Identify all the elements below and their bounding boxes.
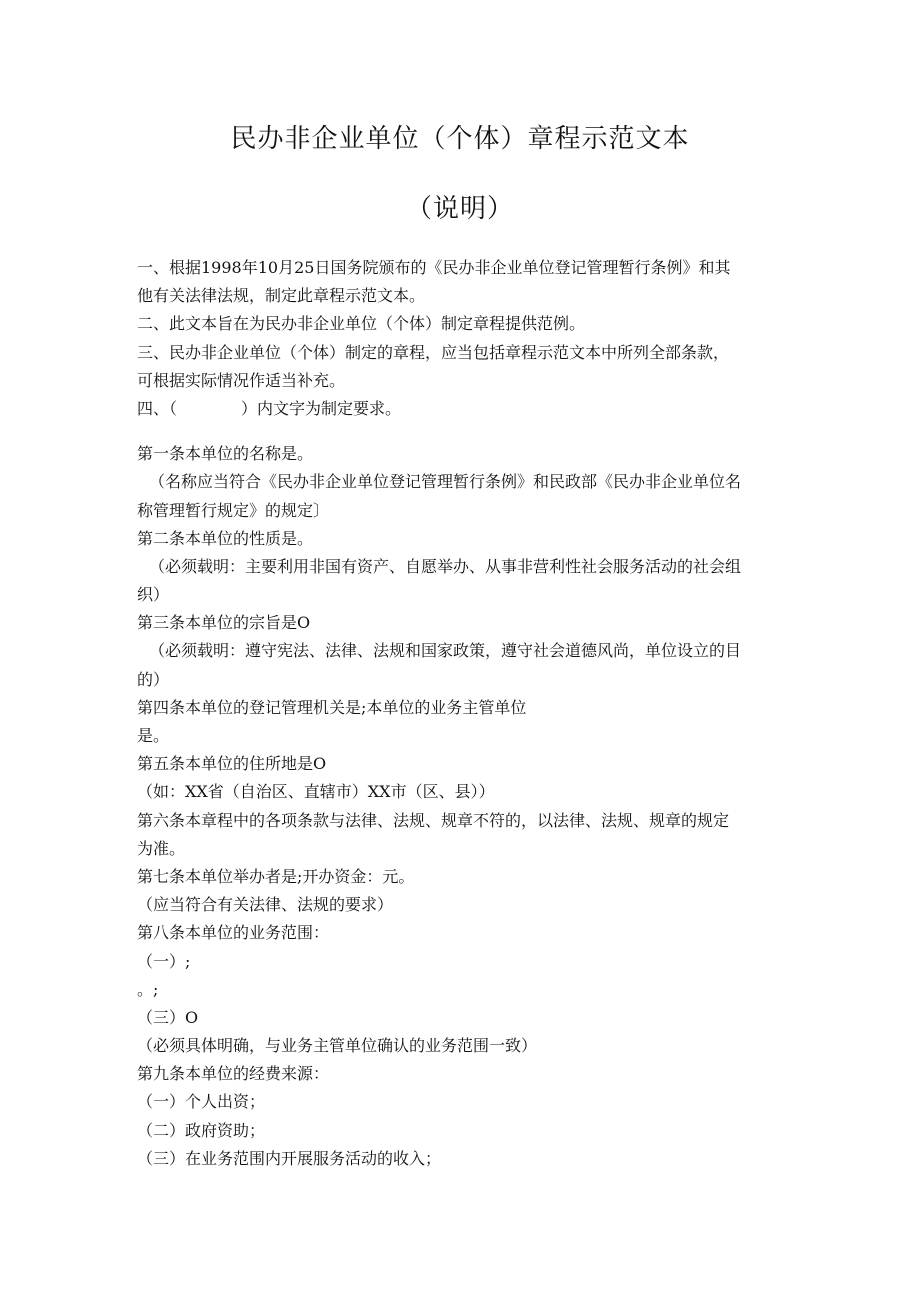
paragraph-gap bbox=[137, 423, 787, 440]
text-line: （二）政府资助； bbox=[137, 1120, 266, 1140]
text-line: （必须载明：遵守宪法、法律、法规和国家政策，遵守社会道德风尚，单位设立的目 bbox=[149, 641, 742, 661]
text-line: 第二条本单位的性质是。 bbox=[137, 528, 314, 548]
text-line: 一、根据1998年10月25日国务院颁布的《民办非企业单位登记管理暂行条例》和其 bbox=[137, 258, 731, 277]
text-line: 的） bbox=[137, 669, 170, 689]
text-line: （三）O bbox=[137, 1007, 199, 1027]
text-line: （必须具体明确，与业务主管单位确认的业务范围一致） bbox=[137, 1036, 538, 1056]
text-line: 可根据实际情况作适当补充。 bbox=[137, 370, 346, 390]
text-line: 为准。 bbox=[137, 838, 186, 858]
text-line: （名称应当符合《民办非企业单位登记管理暂行条例》和民政部《民办非企业单位名 bbox=[149, 472, 742, 492]
document-body bbox=[137, 254, 787, 1173]
text-line: 第六条本章程中的各项条款与法律、法规、规章不符的，以法律、法规、规章的规定 bbox=[137, 810, 730, 830]
text-line: （一）个人出资； bbox=[137, 1092, 266, 1112]
text-line: 是。 bbox=[137, 726, 170, 745]
text-line: 第九条本单位的经费来源： bbox=[137, 1064, 330, 1084]
text-line: 第三条本单位的宗旨是O bbox=[137, 613, 311, 633]
text-line: （必须载明：主要利用非国有资产、自愿举办、从事非营利性社会服务活动的社会组 bbox=[149, 556, 742, 576]
text-line: 。; bbox=[137, 979, 159, 999]
text-line: 织） bbox=[137, 585, 170, 605]
text-line: （一）; bbox=[137, 951, 191, 971]
text-line: 称管理暂行规定》的规定〕 bbox=[137, 500, 330, 520]
text-line: （三）在业务范围内开展服务活动的收入； bbox=[137, 1148, 442, 1168]
text-line: 三、民办非企业单位（个体）制定的章程，应当包括章程示范文本中所列全部条款， bbox=[137, 342, 730, 362]
text-line: （应当符合有关法律、法规的要求） bbox=[137, 895, 394, 915]
text-line: 二、此文本旨在为民办非企业单位（个体）制定章程提供范例。 bbox=[137, 314, 586, 334]
text-line: 第七条本单位举办者是;开办资金：元。 bbox=[137, 866, 415, 886]
text-line: 第八条本单位的业务范围： bbox=[137, 923, 330, 943]
text-line: 第一条本单位的名称是。 bbox=[137, 444, 314, 464]
document-title: 民办非企业单位（个体）章程示范文本 bbox=[230, 124, 690, 154]
text-line: （如：XX省（自治区、直辖市）XX市（区、县）） bbox=[137, 782, 495, 802]
text-line: 他有关法律法规，制定此章程示范文本。 bbox=[137, 286, 426, 306]
text-line: 第五条本单位的住所地是O bbox=[137, 754, 327, 774]
document-subtitle: （说明） bbox=[405, 194, 514, 224]
text-line: 四、（ ）内文字为制定要求。 bbox=[137, 398, 402, 418]
text-line: 第四条本单位的登记管理机关是;本单位的业务主管单位 bbox=[137, 697, 527, 717]
